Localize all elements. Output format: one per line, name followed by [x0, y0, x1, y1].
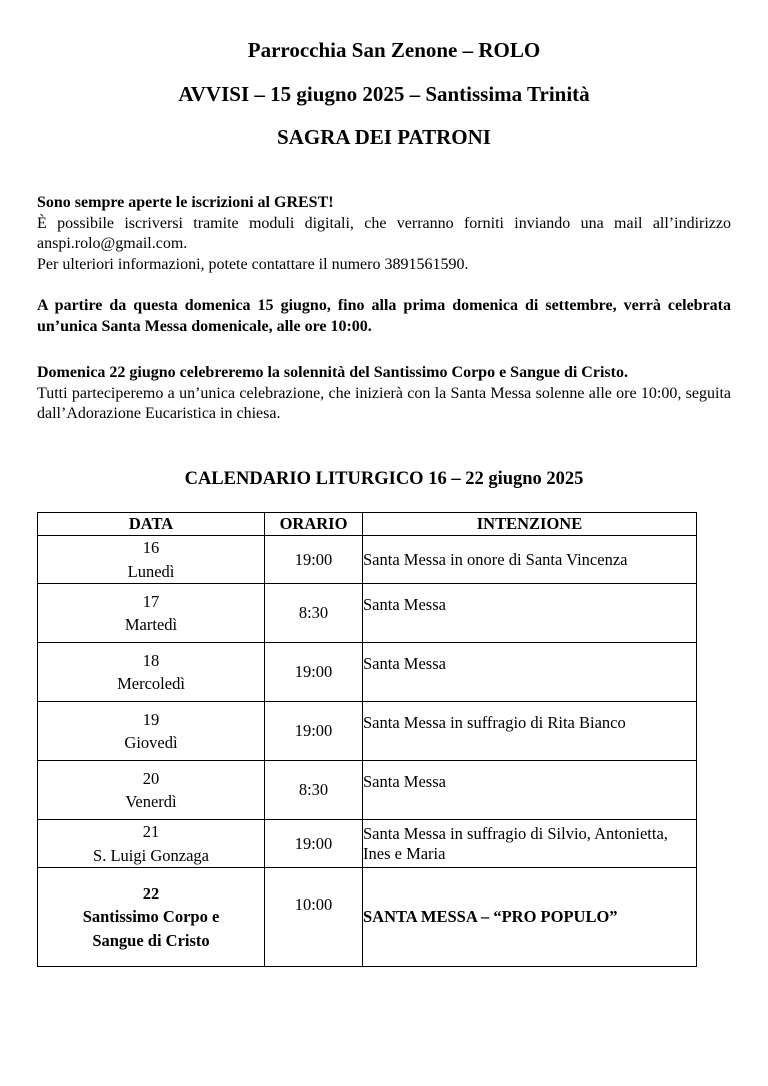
day-name: Mercoledì	[117, 674, 185, 693]
day-number: 18	[142, 650, 160, 670]
day-name-line1: Santissimo Corpo e	[82, 907, 220, 927]
corpus-domini-notice	[37, 363, 731, 425]
corpus-domini-heading: Domenica 22 giugno celebreremo la solennità del Santissimo Corpo e Sangue di Cristo.	[37, 364, 628, 381]
intention-cell: Santa Messa in suffragio di Silvio, Antonietta, Ines e Maria	[363, 820, 697, 868]
header-intenzione: INTENZIONE	[363, 513, 697, 536]
table-row	[38, 643, 697, 702]
day-name: Venerdì	[125, 792, 177, 811]
table-row	[38, 702, 697, 761]
time-cell: 8:30	[265, 584, 363, 643]
header-orario: ORARIO	[265, 513, 363, 536]
time-cell: 19:00	[265, 643, 363, 702]
grest-notice	[37, 193, 731, 275]
intention-cell: Santa Messa	[363, 761, 697, 820]
date-cell	[38, 761, 265, 820]
table-row	[38, 536, 697, 584]
grest-signup-text: È possibile iscriversi tramite moduli digitali, che verranno forniti inviando una mail all’indirizzo anspi.rolo@gmail.com.	[37, 214, 731, 252]
intention-cell: Santa Messa	[363, 584, 697, 643]
feast-title: SAGRA DEI PATRONI	[277, 125, 491, 149]
time-cell: 8:30	[265, 761, 363, 820]
table-row	[38, 584, 697, 643]
day-name: Martedì	[124, 615, 178, 634]
date-cell	[38, 820, 265, 868]
sunday-mass-notice	[37, 296, 731, 337]
day-name: Lunedì	[127, 561, 175, 581]
intention-cell: Santa Messa in onore di Santa Vincenza	[363, 536, 697, 584]
day-name-line2: Sangue di Cristo	[92, 930, 210, 950]
date-cell	[38, 584, 265, 643]
intention-cell: Santa Messa	[363, 643, 697, 702]
date-cell	[38, 643, 265, 702]
intention-cell: SANTA MESSA – “PRO POPULO”	[363, 868, 697, 967]
date-cell	[38, 868, 265, 967]
date-cell	[38, 536, 265, 584]
day-number: 19	[142, 709, 160, 729]
corpus-domini-text: Tutti parteciperemo a un’unica celebrazione, che inizierà con la Santa Messa solenne alle ore 10:00, seguita dall’Adorazione Eucaristica in chiesa.	[37, 384, 731, 422]
day-number: 22	[142, 883, 160, 903]
header-data: DATA	[38, 513, 265, 536]
time-cell: 10:00	[265, 868, 363, 967]
liturgical-calendar-table	[37, 512, 697, 967]
table-row	[38, 761, 697, 820]
day-number: 20	[142, 768, 160, 788]
calendar-title: CALENDARIO LITURGICO 16 – 22 giugno 2025	[184, 469, 584, 489]
parish-title: Parrocchia San Zenone – ROLO	[247, 38, 541, 62]
day-number: 21	[142, 822, 160, 841]
date-cell	[38, 702, 265, 761]
sunday-mass-text: A partire da questa domenica 15 giugno, fino alla prima domenica di settembre, verrà celebrata un’unica Santa Messa domenicale, alle ore 10:00.	[37, 297, 731, 335]
day-number: 16	[142, 538, 160, 557]
time-cell: 19:00	[265, 536, 363, 584]
table-header-row	[38, 513, 697, 536]
grest-heading: Sono sempre aperte le iscrizioni al GREST!	[37, 194, 334, 211]
time-cell: 19:00	[265, 702, 363, 761]
day-number: 17	[142, 591, 160, 611]
table-row	[38, 820, 697, 868]
day-name: S. Luigi Gonzaga	[93, 845, 209, 865]
time-cell: 19:00	[265, 820, 363, 868]
intention-cell: Santa Messa in suffragio di Rita Bianco	[363, 702, 697, 761]
table-row	[38, 868, 697, 967]
grest-contact-text: Per ulteriori informazioni, potete contattare il numero 3891561590.	[37, 255, 469, 273]
notices-date-title: AVVISI – 15 giugno 2025 – Santissima Trinità	[178, 82, 590, 106]
day-name: Giovedì	[124, 733, 178, 752]
